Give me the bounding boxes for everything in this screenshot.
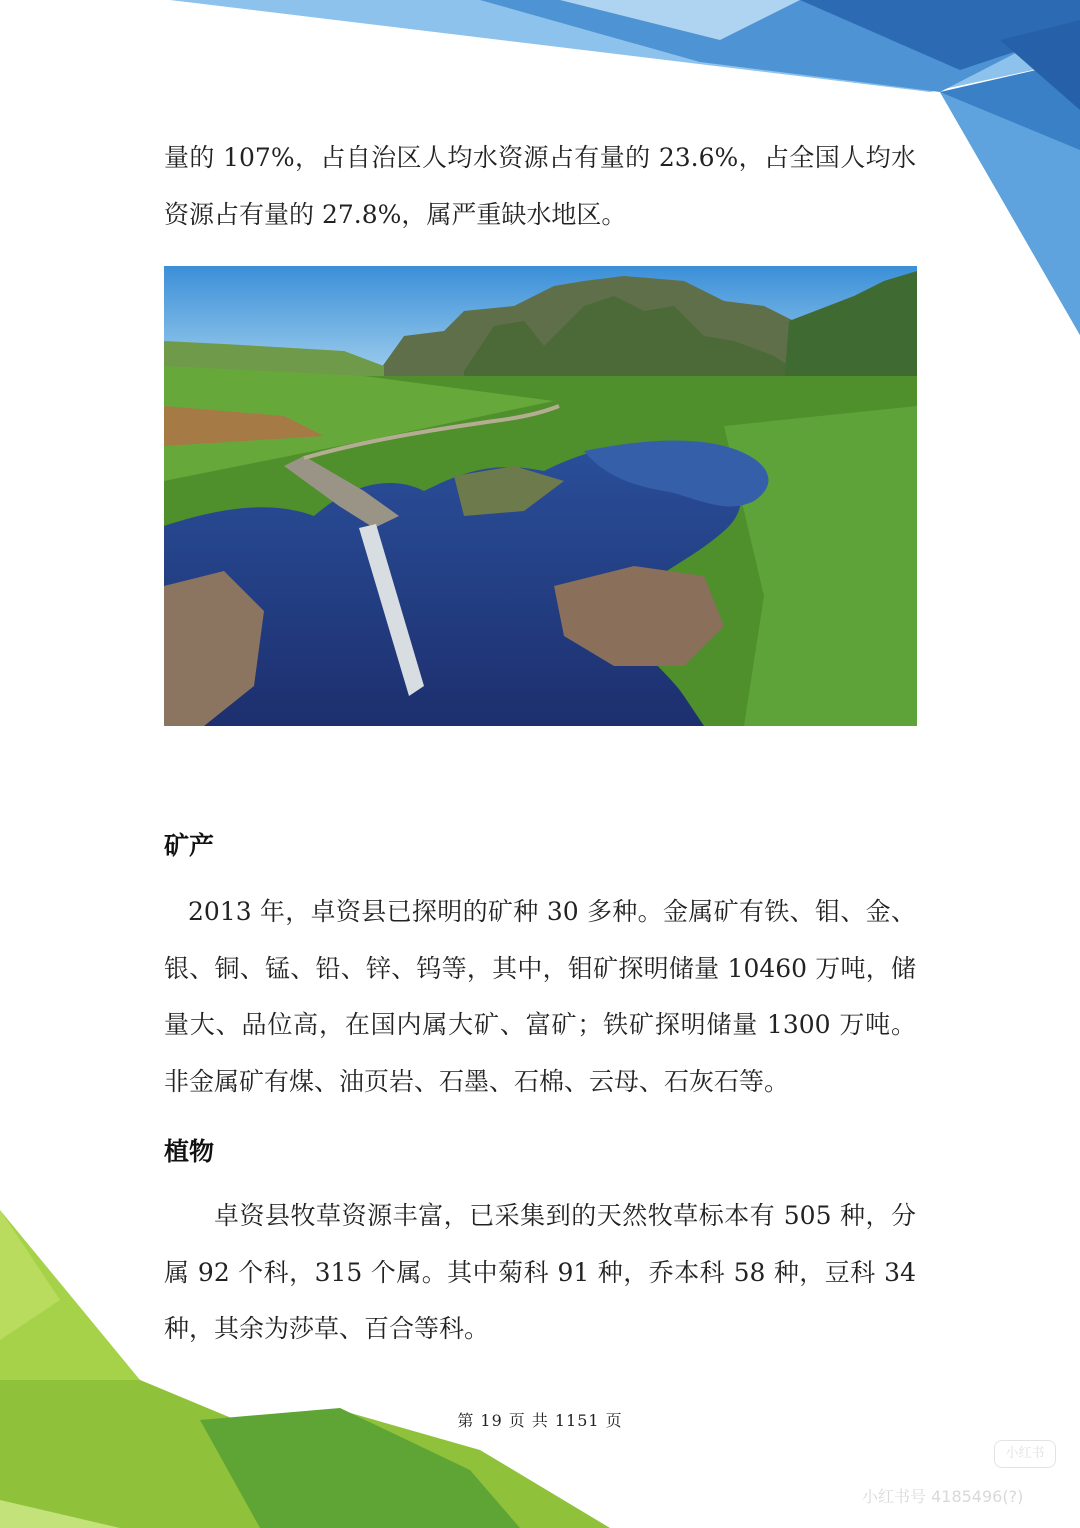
footer-mid: 页 共 [508, 1411, 549, 1430]
paragraph-minerals: 2013 年，卓资县已探明的矿种 30 多种。金属矿有铁、钼、金、银、铜、锰、铅、锌、钨等，其中，钼矿探明储量 10460 万吨，储量大、品位高，在国内属大矿、富矿；铁矿探明储量 1300 万吨。非金属矿有煤、油页岩、石墨、石棉、云母、石灰石等。 [164, 897, 916, 1096]
watermark-id: 小红书号 4185496(?) [862, 1487, 1024, 1506]
page-footer [0, 1408, 1080, 1431]
footer-prefix: 第 [457, 1411, 475, 1430]
paragraph-water-resources: 量的 107%，占自治区人均水资源占有量的 23.6%，占全国人均水资源占有量的 27.8%，属严重缺水地区。 [164, 143, 916, 229]
footer-suffix: 页 [605, 1411, 623, 1430]
landscape-river-photo [164, 266, 917, 726]
footer-page-number: 19 [480, 1411, 503, 1430]
heading-minerals: 矿产 [164, 831, 215, 860]
paragraph-plants: 卓资县牧草资源丰富，已采集到的天然牧草标本有 505 种，分属 92 个科，315 个属。其中菊科 91 种，乔本科 58 种，豆科 34 种，其余为莎草、百合等科。 [164, 1201, 916, 1343]
heading-plants: 植物 [164, 1137, 215, 1166]
footer-total-pages: 1151 [554, 1411, 600, 1430]
watermark-logo: 小红书 [994, 1440, 1056, 1468]
